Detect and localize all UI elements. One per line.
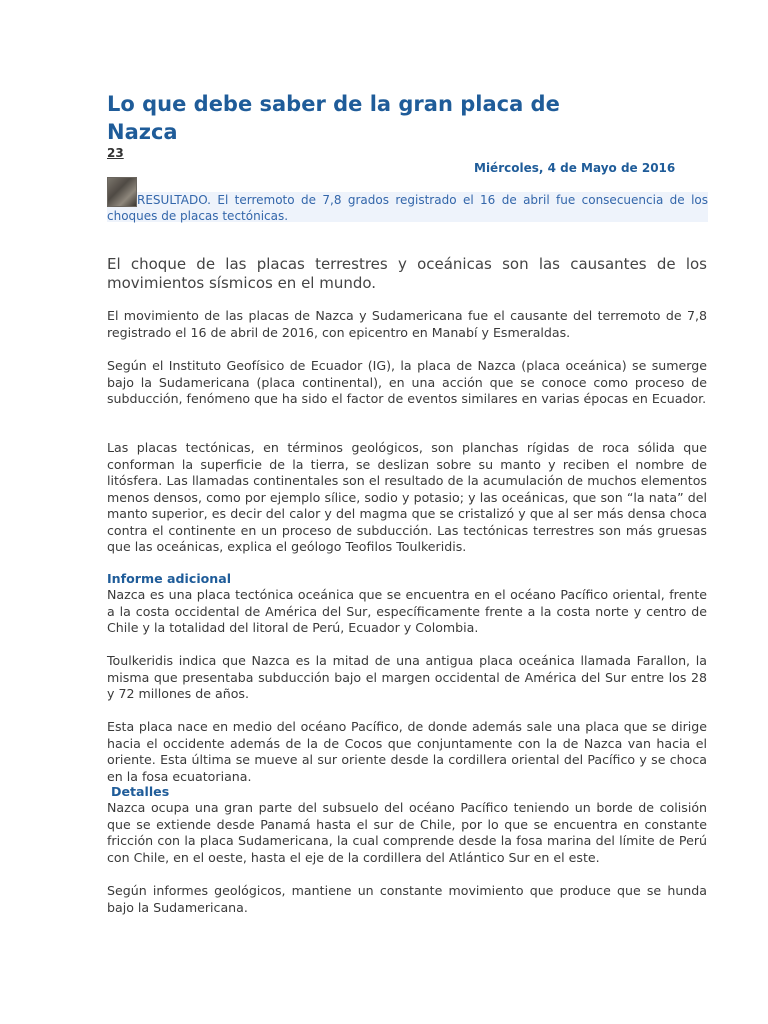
paragraph: Nazca es una placa tectónica oceánica que se encuentra en el océano Pacífico oriental, frente a la costa occidental de América del Sur, específicamente frente a la costa norte y centro de Chile y la totalidad del litoral de Perú, Ecuador y Colombia. xyxy=(107,587,707,635)
article-title: Lo que debe saber de la gran placa de Nazca xyxy=(107,92,560,144)
article-date: Miércoles, 4 de Mayo de 2016 xyxy=(474,161,676,175)
photo-caption: RESULTADO. El terremoto de 7,8 grados registrado el 16 de abril fue consecuencia de los choques de placas tectónicas. xyxy=(107,193,708,223)
section-heading-informe-adicional: Informe adicional xyxy=(107,571,232,586)
paragraph: Esta placa nace en medio del océano Pacífico, de donde además sale una placa que se dirige hacia el occidente además de la de Cocos que conjuntamente con la de Nazca van hacia el oriente. Esta última se mueve al sur oriente desde la cordillera oriental del Pacífico y se choca en la fosa ecuatoriana. xyxy=(107,719,707,784)
paragraph: Nazca ocupa una gran parte del subsuelo del océano Pacífico teniendo un borde de colisión que se extiende desde Panamá hasta el sur de Chile, por lo que se encuentra en constante fricción con la placa Sudamericana, la cual comprende desde la fosa marina del límite de Perú con Chile, en el oeste, hasta el eje de la cordillera del Atlántico Sur en el este. xyxy=(107,800,707,865)
comment-count-link[interactable]: 23 xyxy=(107,146,124,160)
paragraph: Toulkeridis indica que Nazca es la mitad de una antigua placa oceánica llamada Farallon, la misma que presentaba subducción bajo el margen occidental de América del Sur entre los 28 y 72 millones de años. xyxy=(107,653,707,701)
article-lead: El choque de las placas terrestres y oceánicas son las causantes de los movimientos sísmicos en el mundo. xyxy=(107,255,707,292)
paragraph: El movimiento de las placas de Nazca y Sudamericana fue el causante del terremoto de 7,8 registrado el 16 de abril de 2016, con epicentro en Manabí y Esmeraldas. xyxy=(107,308,707,340)
paragraph: Según informes geológicos, mantiene un constante movimiento que produce que se hunda bajo la Sudamericana. xyxy=(107,883,707,915)
section-heading-detalles: Detalles xyxy=(111,784,170,799)
paragraph: Las placas tectónicas, en términos geológicos, son planchas rígidas de roca sólida que conforman la superficie de la tierra, se deslizan sobre su manto y reciben el nombre de litósfera. Las llamadas continentales son el resultado de la acumulación de muchos elementos menos densos, como por ejemplo sílice, sodio y potasio; y las oceánicas, que son “la nata” del manto superior, es decir del calor y del magma que se cristalizó y que al ser más densa choca contra el continente en un proceso de subducción. Las tectónicas terrestres son más gruesas que las oceánicas, explica el geólogo Teofilos Toulkeridis. xyxy=(107,440,707,554)
paragraph: Según el Instituto Geofísico de Ecuador (IG), la placa de Nazca (placa oceánica) se sumerge bajo la Sudamericana (placa continental), en una acción que se conoce como proceso de subducción, fenómeno que ha sido el factor de eventos similares en varias épocas en Ecuador. xyxy=(107,358,707,406)
